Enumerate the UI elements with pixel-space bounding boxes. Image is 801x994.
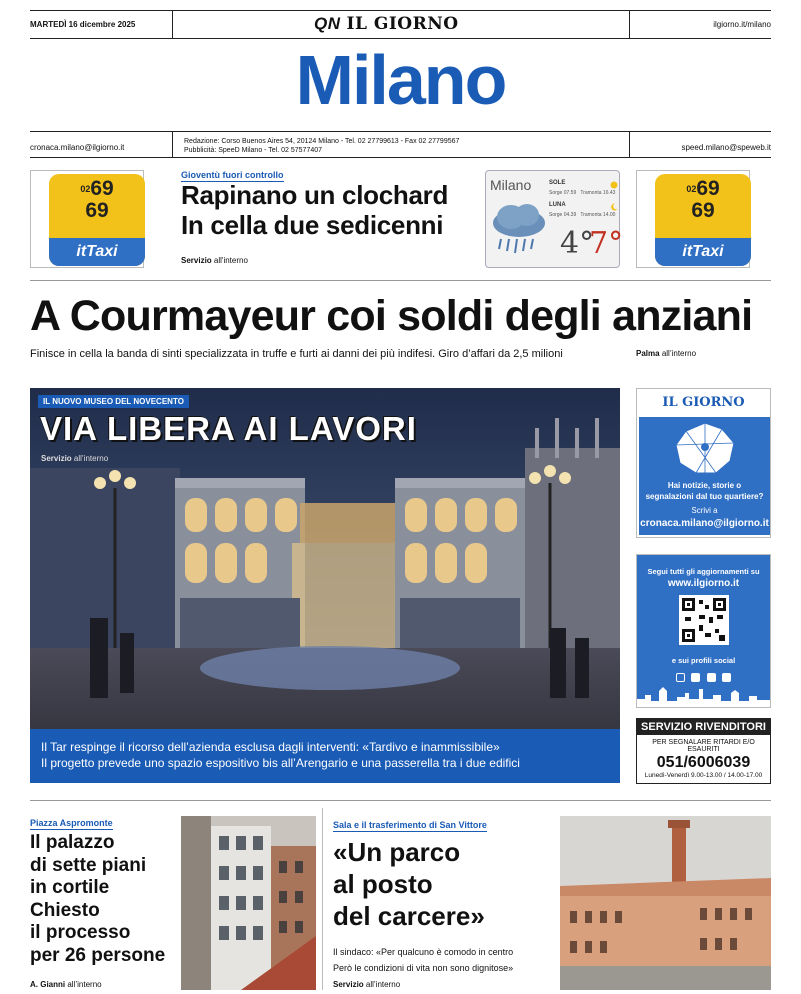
email-speed[interactable]: speed.milano@speweb.it	[681, 143, 771, 152]
moon-times: Sorge 04.39 Tramonta 14.00	[549, 212, 616, 218]
weather-city: Milano	[490, 177, 532, 193]
promo-line: segnalazioni dal tuo quartiere?	[645, 492, 764, 501]
divider	[172, 131, 173, 157]
hero-caption	[30, 729, 620, 783]
taxi-ad-left[interactable]	[30, 170, 144, 268]
promo-line: Hai notizie, storie o	[667, 481, 742, 490]
promo-line: Scrivi a	[691, 506, 718, 515]
qr-code-icon	[679, 595, 729, 645]
hero-kicker: IL NUOVO MUSEO DEL NOVECENTO	[38, 395, 189, 408]
site-link[interactable]: ilgiorno.it/milano	[713, 20, 771, 29]
skyline-icon	[637, 685, 770, 707]
divider	[629, 10, 630, 38]
sun-label: SOLE	[549, 180, 566, 186]
story1-headline[interactable]: Rapinano un clochard In cella due sedicenni	[181, 180, 449, 240]
facebook-icon[interactable]	[691, 673, 700, 682]
divider	[30, 131, 771, 132]
bl-kicker-wrap	[30, 813, 113, 831]
promo-email[interactable]: cronaca.milano@ilgiorno.it	[640, 518, 769, 529]
pubblicita-line: Pubblicità: SpeeD Milano - Tel. 02 57577407	[184, 147, 323, 154]
weather-widget	[485, 170, 624, 268]
br-headline[interactable]: «Un parco al posto del carcere»	[333, 837, 485, 931]
rain-cloud-icon	[489, 201, 549, 257]
redazione-info	[184, 137, 459, 155]
temp-max: 7°	[589, 226, 624, 261]
bl-kicker: Piazza Aspromonte	[30, 818, 113, 828]
rivenditori-phone[interactable]: 051/6006039	[656, 754, 751, 771]
moon-label: LUNA	[549, 202, 566, 208]
sun-times: Sorge 07.59 Tramonta 16.43	[549, 190, 616, 196]
divider	[322, 808, 323, 990]
caption-line: Il progetto prevede uno spazio espositivo bis all’Arengario e una passerella tra i due edifici	[41, 756, 520, 770]
lead-subhead: Finisce in cella la banda di sinti specializzata in truffe e furti ai danni dei più indifesi. Giro d’affari da 2,5 milioni	[30, 348, 563, 360]
taxi-tile	[49, 174, 145, 266]
br-text: Il sindaco: «Per qualcuno è comodo in centro Però le condizioni di vita non sono dignitose»	[333, 947, 514, 973]
divider	[172, 10, 173, 38]
tiktok-icon[interactable]	[707, 673, 716, 682]
divider	[629, 131, 630, 157]
lead-headline[interactable]: A Courmayeur coi soldi degli anziani	[30, 292, 753, 340]
divider	[30, 800, 771, 801]
newspaper-logo[interactable]	[314, 14, 459, 34]
story1-byline: Servizio all'interno	[181, 256, 248, 265]
taxi-brand: itTaxi	[655, 238, 751, 266]
br-byline: Servizio all’interno	[333, 980, 401, 989]
sun-icon	[610, 181, 618, 189]
site-promo[interactable]	[636, 554, 771, 708]
taxi-ad-right[interactable]	[636, 170, 750, 268]
rivenditori-title: SERVIZIO RIVENDITORI	[637, 719, 770, 735]
promo-line: e sui profili social	[671, 656, 736, 665]
redazione-line: Redazione: Corso Buenos Aires 54, 20124 Milano - Tel. 02 27799613 - Fax 02 27799567	[184, 138, 460, 145]
promo-body	[639, 417, 770, 535]
taxi-brand: itTaxi	[49, 238, 145, 266]
divider	[30, 280, 771, 281]
moon-icon	[610, 203, 618, 211]
rivenditori-text: PER SEGNALARE RITARDI E/O ESAURITI	[652, 739, 755, 753]
caption-line: Il Tar respinge il ricorso dell’azienda esclusa dagli interventi: «Tardivo e inammissibile»	[41, 740, 500, 754]
news-promo[interactable]	[636, 388, 771, 538]
rivenditori-box	[636, 718, 771, 784]
city-title: Milano	[295, 41, 506, 119]
promo-brand: IL GIORNO	[662, 395, 745, 410]
building-photo[interactable]	[181, 816, 316, 990]
promo-line: Segui tutti gli aggiornamenti su	[647, 567, 760, 576]
building-illustration	[181, 816, 316, 990]
br-kicker-wrap	[333, 815, 487, 833]
temp-min: 4°	[560, 226, 595, 261]
taxi-number: $^{02}$69 69	[80, 177, 114, 222]
hero-headline[interactable]: VIA LIBERA AI LAVORI	[40, 410, 417, 447]
lead-byline: Palma all’interno	[636, 349, 697, 358]
story1-kicker: Gioventù fuori controllo	[181, 170, 284, 180]
bl-byline: A. Gianni all’interno	[30, 980, 102, 989]
hero-byline: Servizio all’interno	[41, 454, 109, 463]
divider	[30, 157, 771, 158]
divider	[30, 38, 771, 39]
email-cronaca[interactable]: cronaca.milano@ilgiorno.it	[30, 143, 125, 152]
br-kicker: Sala e il trasferimento di San Vittore	[333, 820, 487, 830]
issue-date: MARTEDÌ 16 dicembre 2025	[30, 20, 136, 29]
prison-illustration	[560, 816, 771, 990]
prison-photo[interactable]	[560, 816, 771, 990]
rivenditori-hours: Lunedì-Venerdì 9.00-13.00 / 14.00-17.00	[644, 772, 763, 779]
top-rule	[30, 10, 771, 11]
qn-logo: QN	[314, 14, 341, 33]
taxi-number: $^{02}$69 69	[686, 177, 720, 222]
taxi-tile	[655, 174, 751, 266]
milan-map-icon	[670, 419, 740, 477]
youtube-icon[interactable]	[722, 673, 731, 682]
bl-headline[interactable]: Il palazzo di sette piani in cortile Chiesto il processo per 26 persone	[30, 832, 166, 966]
promo-site-link[interactable]: www.ilgiorno.it	[667, 578, 740, 589]
instagram-icon[interactable]	[676, 673, 685, 682]
newspaper-name: IL GIORNO	[346, 14, 459, 34]
